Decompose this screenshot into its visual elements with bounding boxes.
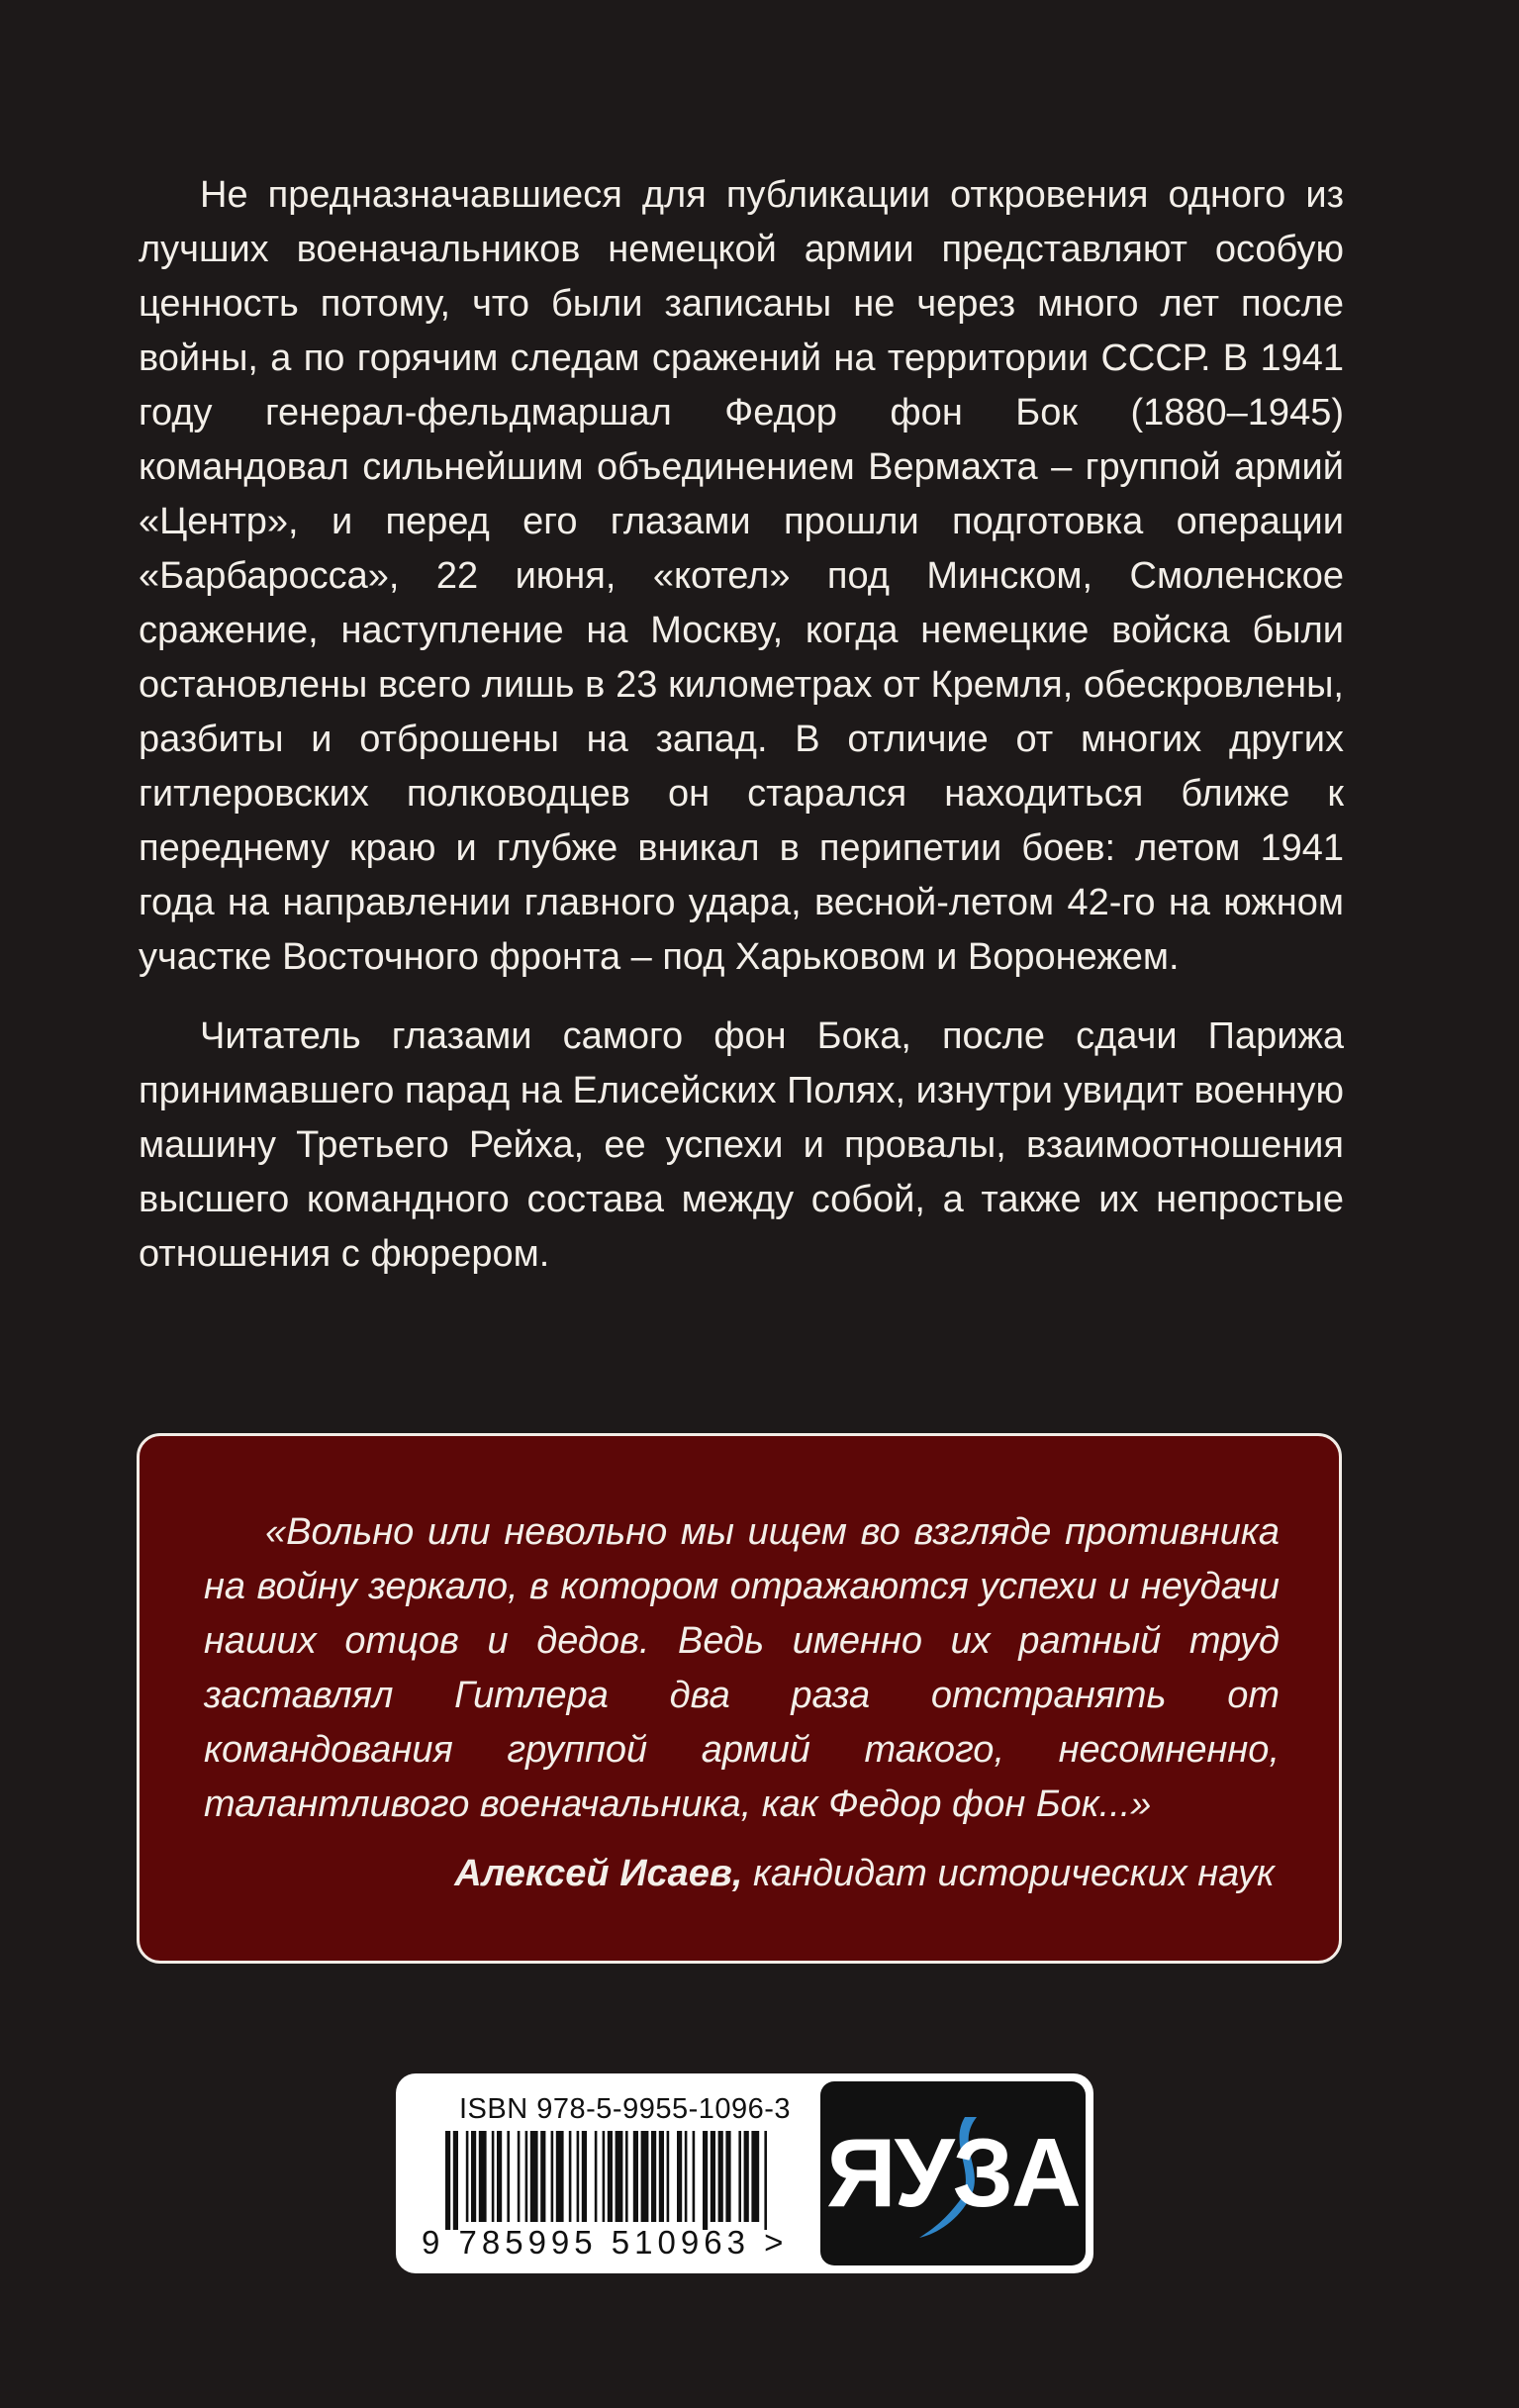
barcode-bar: [703, 2131, 708, 2230]
quote-text: «Вольно или невольно мы ищем во взгляде противника на войну зеркало, в котором отражаются успехи и неудачи наших отцов и дедов. Ведь именно их ратный труд заставлял Гитлера два раза отстранять от командования группой армий такого, несомненно, талантливого военачальника, как Федор фон Бок...»: [204, 1511, 1280, 1825]
barcode-bar: [518, 2131, 521, 2222]
barcode-bar: [497, 2131, 502, 2222]
barcode-bar: [693, 2131, 696, 2222]
barcode-bar: [603, 2131, 606, 2222]
publisher-logo: [820, 2081, 1086, 2265]
barcode-bar: [744, 2131, 749, 2222]
barcode-bar: [725, 2131, 730, 2222]
logo-text: ЯУЗА: [826, 2118, 1080, 2227]
barcode-icon: [445, 2131, 772, 2230]
barcode-bar: [667, 2131, 670, 2222]
yauza-logo-icon: [820, 2081, 1086, 2265]
barcode-bar: [685, 2131, 688, 2222]
barcode-bar: [530, 2131, 538, 2222]
barcode-bar: [738, 2131, 741, 2222]
barcode-bar: [616, 2131, 623, 2222]
barcode-bar: [659, 2131, 664, 2222]
annotation-paragraph-2: Читатель глазами самого фон Бока, после сдачи Парижа принимавшего парад на Елисейских Полях, изнутри увидит военную машину Третьего Рейха, ее успехи и провалы, взаимоотношения высшего командного состава между собой, а также их непростые отношения с фюрером.: [139, 1015, 1344, 1275]
annotation-paragraph-1: Не предназначавшиеся для публикации откровения одного из лучших военачальников немецкой армии представляют особую ценность потому, что были записаны не через много лет после войны, а по горячим следам сражений на территории СССР. В 1941 году генерал-фельдмаршал Федор фон Бок (1880–1945) командовал сильнейшим объединением Вермахта – группой армий «Центр», и перед его глазами прошли подготовка операции «Барбаросса», 22 июня, «котел» под Минском, Смоленское сражение, наступление на Москву, когда немецкие войска были остановлены всего лишь в 23 километрах от Кремля, обескровлены, разбиты и отброшены на запад. В отличие от многих других гитлеровских полководцев он старался находиться ближе к переднему краю и глубже вникал в перипетии боев: летом 1941 года на направлении главного удара, весной-летом 42-го на южном участке Восточного фронта – под Харьковом и Воронежем.: [139, 174, 1344, 978]
barcode-bar: [445, 2131, 450, 2230]
barcode-bar: [625, 2131, 628, 2222]
barcode-bar: [492, 2131, 495, 2222]
barcode-bar: [677, 2131, 682, 2222]
barcode-panel: [396, 2073, 1093, 2273]
barcode-bar: [540, 2131, 545, 2222]
barcode-bar: [651, 2131, 656, 2222]
barcode-bar: [577, 2131, 580, 2222]
barcode-bar: [466, 2131, 469, 2222]
barcode-bar: [608, 2131, 613, 2222]
quote-author: Алексей Исаев,: [454, 1853, 743, 1894]
barcode-bar: [551, 2131, 554, 2222]
barcode-bar: [507, 2131, 510, 2222]
barcode-bar: [718, 2131, 723, 2222]
annotation-text: [139, 168, 1344, 1306]
barcode-bar: [641, 2131, 649, 2222]
quote-box: [137, 1433, 1342, 1964]
barcode-bar: [453, 2131, 458, 2230]
barcode-bar: [556, 2131, 564, 2222]
isbn-label: ISBN 978-5-9955-1096-3: [459, 2093, 792, 2125]
barcode-bar: [525, 2131, 528, 2222]
barcode-bar: [582, 2131, 587, 2222]
barcode-bar: [479, 2131, 487, 2222]
barcode-bar: [569, 2131, 572, 2222]
barcode-bar: [471, 2131, 476, 2222]
quote-attribution: [454, 1847, 1275, 1901]
barcode-digits: 9 785995 510963 >: [422, 2224, 789, 2261]
barcode-bar: [711, 2131, 715, 2222]
barcode-bar: [764, 2131, 767, 2230]
barcode-bar: [633, 2131, 638, 2222]
barcode-bar: [751, 2131, 759, 2222]
barcode-bar: [595, 2131, 598, 2222]
quote-author-title: кандидат исторических наук: [753, 1853, 1275, 1894]
